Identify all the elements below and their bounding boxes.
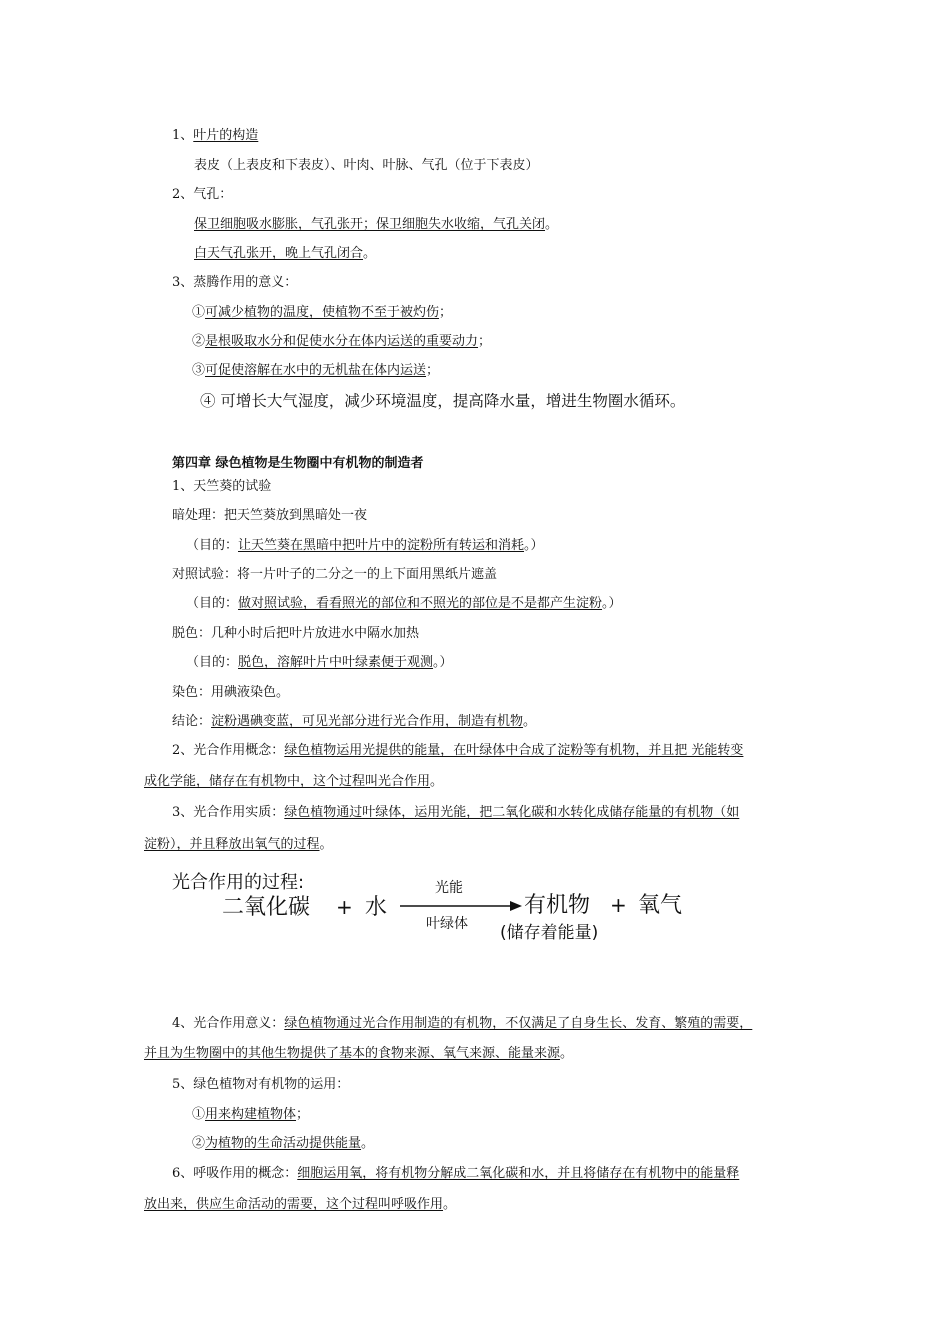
section-number: 2、 [172, 187, 194, 202]
aim-prefix: （目的： [186, 655, 239, 670]
underlined-text: 绿色植物运用光提供的能量，在叶绿体中合成了淀粉等有机物，并且把 光能转变 [284, 743, 744, 758]
photosynthesis-concept [172, 742, 743, 760]
photosynthesis-equation-diagram [170, 866, 690, 948]
underlined-text: 白天气孔张开，晚上气孔闭合 [194, 246, 364, 261]
underlined-text: 可促使溶解在水中的无机盐在体内运送 [205, 363, 427, 378]
condition-chloroplast: 叶绿体 [426, 916, 468, 932]
punctuation: ； [426, 363, 440, 378]
product-organic-matter: 有机物 [524, 893, 591, 918]
conclusion-label: 结论： [172, 714, 212, 729]
underlined-text: 并且为生物圈中的其他生物提供了基本的食物来源、氧气来源、能量来源 [144, 1046, 561, 1061]
punctuation: 。 [361, 1136, 375, 1151]
photosynthesis-significance-cont [144, 1045, 573, 1063]
dark-treatment-aim [186, 537, 544, 555]
transpiration-item-1 [192, 304, 452, 322]
section-number: 1、 [172, 128, 194, 143]
section-title: 叶片的构造 [193, 128, 259, 143]
underlined-text: 脱色，溶解叶片中叶绿素便于观测 [238, 655, 434, 670]
aim-suffix: 。） [602, 596, 622, 611]
aim-prefix: （目的： [186, 596, 239, 611]
punctuation: 。 [560, 1046, 574, 1061]
condition-light: 光能 [435, 880, 463, 896]
underlined-text: 让天竺葵在黑暗中把叶片中的淀粉所有转运和消耗 [238, 538, 525, 553]
underlined-text: 放出来，供应生命活动的需要，这个过程叫呼吸作用 [144, 1197, 444, 1212]
underlined-text: 用来构建植物体 [205, 1107, 297, 1122]
reactant-water: 水 [365, 895, 388, 920]
organic-matter-usage-heading: 5、绿色植物对有机物的运用： [172, 1077, 350, 1092]
punctuation: 。 [319, 837, 333, 852]
essence-label: 3、光合作用实质： [172, 805, 285, 820]
organic-usage-item-1 [192, 1106, 309, 1124]
punctuation: 。 [430, 774, 444, 789]
respiration-concept-cont [144, 1196, 456, 1214]
concept-label: 6、呼吸作用的概念： [172, 1166, 298, 1181]
stomata-line-2 [194, 245, 376, 263]
significance-label: 4、光合作用意义： [172, 1016, 285, 1031]
transpiration-item-4: ④ 可增长大气湿度，减少环境温度，提高降水量，增进生物圈水循环。 [200, 392, 686, 410]
diagram-title: 光合作用的过程: [172, 872, 305, 893]
aim-prefix: （目的： [186, 538, 239, 553]
punctuation: 。 [545, 217, 559, 232]
photosynthesis-concept-cont [144, 773, 443, 791]
photosynthesis-essence-cont [144, 836, 333, 854]
punctuation: ； [296, 1107, 310, 1122]
experiment-heading: 1、天竺葵的试验 [172, 479, 272, 494]
underlined-text: 可减少植物的温度，使植物不至于被灼伤 [205, 305, 440, 320]
section-2-heading [172, 186, 232, 204]
section-title: 气孔： [193, 187, 233, 202]
list-marker: ① [192, 1107, 206, 1122]
staining: 染色：用碘液染色。 [172, 685, 290, 700]
list-marker: ② [192, 1136, 206, 1151]
transpiration-item-3 [192, 362, 439, 380]
plus-sign: + [336, 895, 353, 919]
punctuation: ； [478, 334, 492, 349]
control-experiment: 对照试验：将一片叶子的二分之一的上下面用黑纸片遮盖 [172, 567, 498, 582]
underlined-text: 淀粉遇碘变蓝，可见光部分进行光合作用，制造有机物 [211, 714, 524, 729]
punctuation: 。 [363, 246, 377, 261]
energy-note: (储存着能量) [500, 923, 599, 943]
section-1-heading [172, 127, 258, 145]
underlined-text: 绿色植物通过叶绿体，运用光能，把二氧化碳和水转化成储存能量的有机物（如 [284, 805, 740, 820]
punctuation: 。 [443, 1197, 457, 1212]
list-marker: ③ [192, 363, 206, 378]
punctuation: ； [439, 305, 453, 320]
reactant-co2: 二氧化碳 [222, 895, 311, 920]
transpiration-item-2 [192, 333, 491, 351]
underlined-text: 绿色植物通过光合作用制造的有机物，不仅满足了自身生长、发育、繁殖的需要， [284, 1016, 753, 1031]
list-marker: ① [192, 305, 206, 320]
conclusion [172, 713, 536, 731]
respiration-concept [172, 1165, 739, 1183]
aim-suffix: 。） [524, 538, 544, 553]
underlined-text: 成化学能，储存在有机物中，这个过程叫光合作用 [144, 774, 431, 789]
chapter-title: 第四章 绿色植物是生物圈中有机物的制造者 [172, 456, 424, 471]
photosynthesis-significance [172, 1015, 752, 1033]
section-3-heading: 3、蒸腾作用的意义： [172, 275, 298, 290]
dark-treatment: 暗处理：把天竺葵放到黑暗处一夜 [172, 508, 368, 523]
underlined-text: 淀粉），并且释放出氧气的过程 [144, 837, 320, 852]
punctuation: 。 [523, 714, 537, 729]
aim-suffix: 。） [433, 655, 453, 670]
underlined-text: 是根吸取水分和促使水分在体内运送的重要动力 [205, 334, 479, 349]
plus-sign: + [610, 893, 627, 917]
section-1-body: 表皮（上表皮和下表皮）、叶肉、叶脉、气孔（位于下表皮） [194, 158, 539, 173]
organic-usage-item-2 [192, 1135, 374, 1153]
underlined-text: 为植物的生命活动提供能量 [205, 1136, 362, 1151]
decolorization-aim [186, 654, 453, 672]
control-experiment-aim [186, 595, 622, 613]
stomata-line-1 [194, 216, 558, 234]
decolorization: 脱色：几种小时后把叶片放进水中隔水加热 [172, 626, 420, 641]
product-oxygen: 氧气 [638, 893, 683, 918]
concept-label: 2、光合作用概念： [172, 743, 285, 758]
list-marker: ② [192, 334, 206, 349]
underlined-text: 细胞运用氧，将有机物分解成二氧化碳和水，并且将储存在有机物中的能量释 [297, 1166, 740, 1181]
reaction-arrow-head [510, 901, 522, 911]
underlined-text: 保卫细胞吸水膨胀，气孔张开；保卫细胞失水收缩，气孔关闭 [194, 217, 546, 232]
underlined-text: 做对照试验，看看照光的部位和不照光的部位是不是都产生淀粉 [238, 596, 603, 611]
photosynthesis-essence [172, 804, 739, 822]
